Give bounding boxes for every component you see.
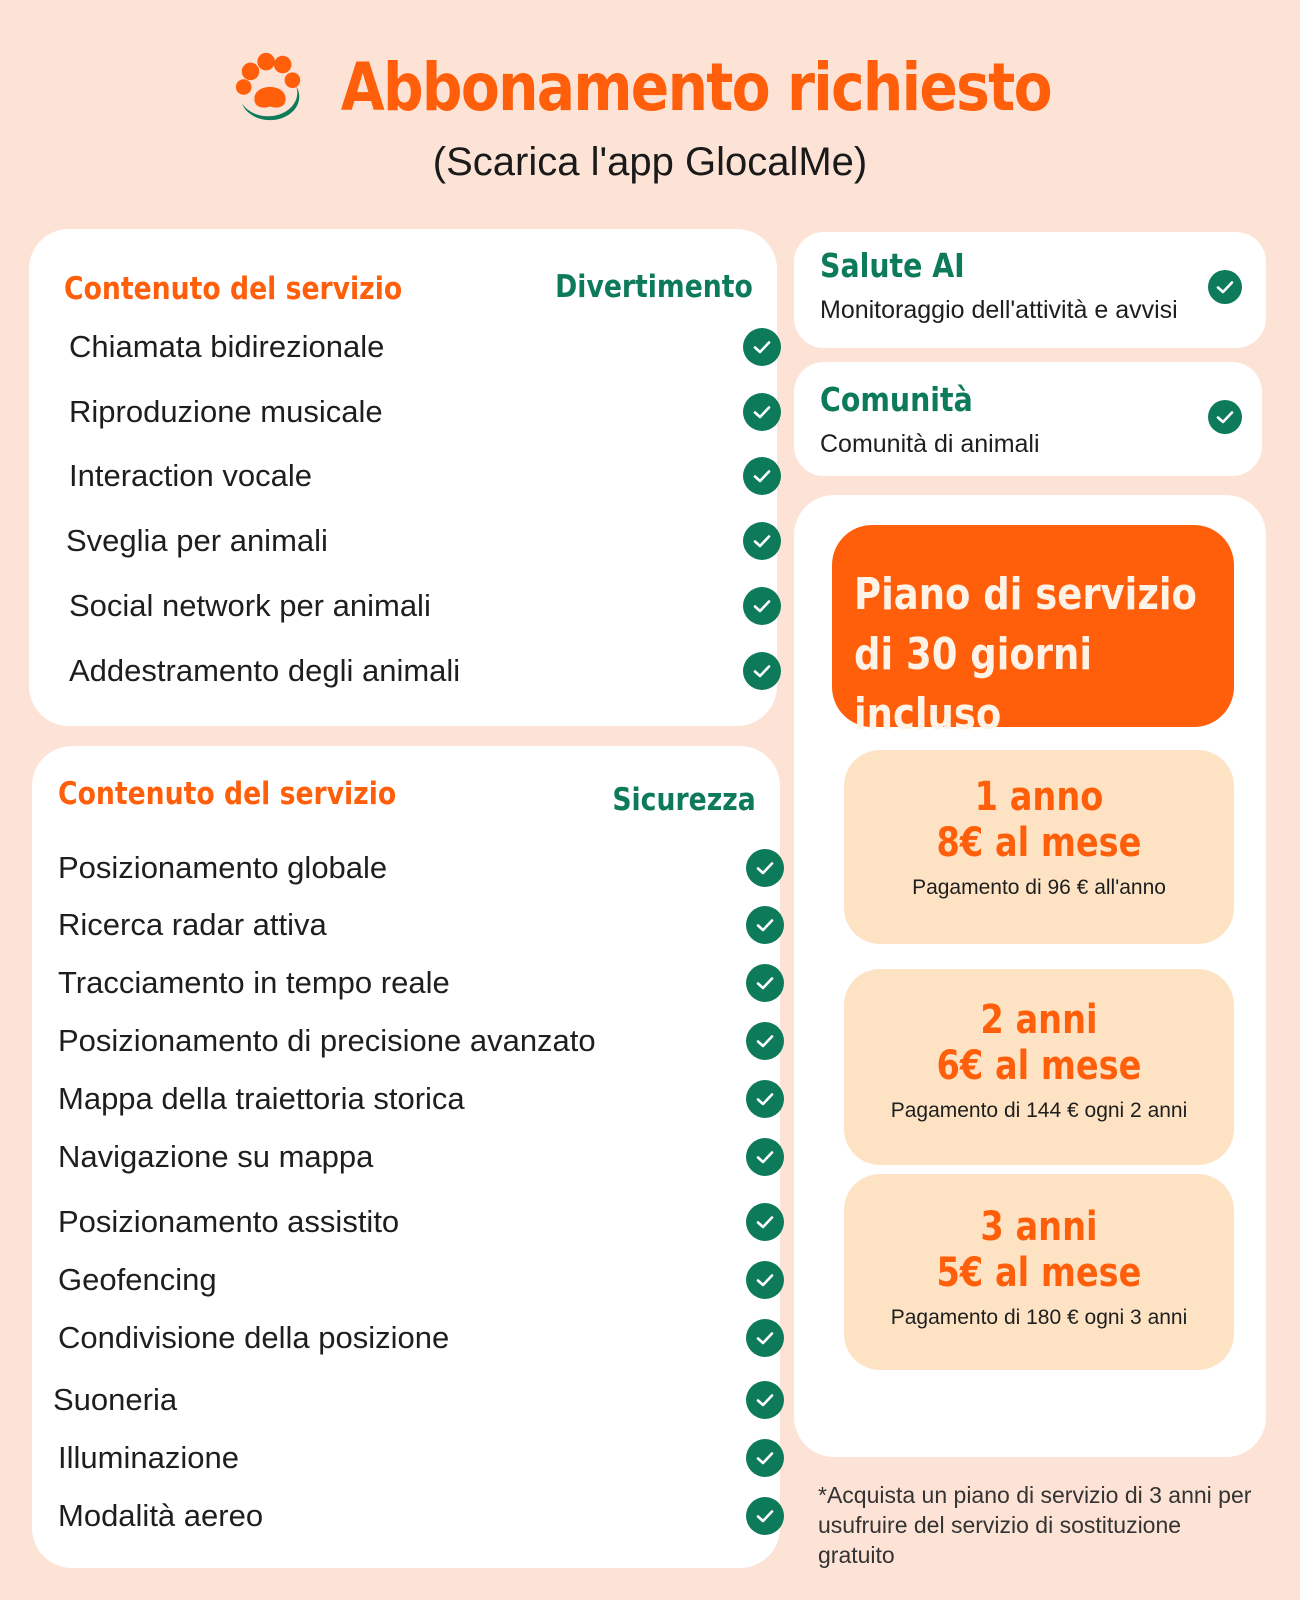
feature-item-chiamata-bidirezionale bbox=[69, 325, 759, 369]
check-icon bbox=[746, 1022, 784, 1060]
check-icon bbox=[743, 522, 781, 560]
feature-item-sveglia-per-animali bbox=[66, 519, 759, 563]
plan-option-3-years[interactable] bbox=[844, 1174, 1234, 1370]
check-icon bbox=[746, 849, 784, 887]
check-icon bbox=[746, 1203, 784, 1241]
free-trial-banner bbox=[832, 525, 1234, 740]
feature-item-posizionamento-globale bbox=[58, 846, 764, 890]
check-icon bbox=[743, 457, 781, 495]
feature-label: Social network per animali bbox=[69, 588, 431, 623]
feature-item-mappa-della-traiettoria-storica bbox=[58, 1077, 764, 1121]
paw-icon bbox=[231, 48, 309, 126]
plan-duration: 1 anno bbox=[974, 774, 1104, 820]
plan-price: 8€ al mese bbox=[936, 820, 1142, 866]
community-description: Comunità di animali bbox=[820, 430, 1040, 458]
feature-label: Chiamata bidirezionale bbox=[69, 329, 385, 364]
security-feature-list bbox=[53, 826, 764, 1566]
check-icon bbox=[746, 1319, 784, 1357]
footnote: *Acquista un piano di servizio di 3 anni per usufruire del servizio di sostituzione gratuito bbox=[818, 1482, 1252, 1568]
feature-label: Modalità aereo bbox=[58, 1498, 264, 1533]
check-icon bbox=[746, 1439, 784, 1477]
plan-payment-note: Pagamento di 96 € all'anno bbox=[912, 876, 1166, 899]
check-icon bbox=[1208, 400, 1242, 434]
check-icon bbox=[746, 1080, 784, 1118]
check-icon bbox=[746, 1138, 784, 1176]
entertainment-heading: Contenuto del servizio bbox=[64, 271, 403, 307]
feature-item-riproduzione-musicale bbox=[69, 390, 759, 434]
feature-item-illuminazione bbox=[58, 1436, 764, 1480]
check-icon bbox=[746, 906, 784, 944]
plans-card bbox=[794, 495, 1266, 1457]
free-trial-text: Piano di servizio di 30 giorni incluso bbox=[854, 569, 1197, 740]
feature-label: Posizionamento assistito bbox=[58, 1204, 400, 1239]
plan-payment-note: Pagamento di 144 € ogni 2 anni bbox=[890, 1099, 1188, 1122]
feature-label: Mappa della traiettoria storica bbox=[58, 1081, 465, 1116]
plan-price: 6€ al mese bbox=[936, 1043, 1142, 1089]
feature-label: Addestramento degli animali bbox=[69, 653, 461, 688]
feature-label: Interaction vocale bbox=[69, 458, 312, 493]
feature-label: Condivisione della posizione bbox=[58, 1320, 450, 1355]
entertainment-feature-list bbox=[66, 317, 759, 717]
check-icon bbox=[743, 587, 781, 625]
feature-label: Illuminazione bbox=[58, 1440, 239, 1475]
community-title: Comunità bbox=[820, 380, 973, 419]
entertainment-card bbox=[29, 229, 777, 726]
plan-price: 5€ al mese bbox=[936, 1250, 1142, 1296]
feature-label: Ricerca radar attiva bbox=[58, 907, 327, 942]
check-icon bbox=[743, 328, 781, 366]
community-card bbox=[794, 362, 1262, 476]
feature-item-ricerca-radar-attiva bbox=[58, 903, 764, 947]
feature-label: Riproduzione musicale bbox=[69, 394, 383, 429]
plan-option-2-years[interactable] bbox=[844, 969, 1234, 1165]
security-card bbox=[32, 746, 780, 1568]
feature-item-posizionamento-assistito bbox=[58, 1200, 764, 1244]
feature-item-interaction-vocale bbox=[69, 454, 759, 498]
feature-item-condivisione-della-posizione bbox=[58, 1316, 764, 1360]
page-title: Abbonamento richiesto bbox=[340, 48, 1052, 126]
health-description: Monitoraggio dell'attività e avvisi bbox=[820, 296, 1178, 324]
feature-label: Posizionamento di precisione avanzato bbox=[58, 1023, 596, 1058]
check-icon bbox=[743, 393, 781, 431]
plan-option-1-year[interactable] bbox=[844, 750, 1234, 944]
feature-item-geofencing bbox=[58, 1258, 764, 1302]
feature-item-navigazione-su-mappa bbox=[58, 1135, 764, 1179]
feature-label: Geofencing bbox=[58, 1262, 217, 1297]
feature-label: Navigazione su mappa bbox=[58, 1139, 374, 1174]
check-icon bbox=[746, 964, 784, 1002]
health-card bbox=[794, 232, 1266, 348]
feature-label: Sveglia per animali bbox=[66, 523, 328, 558]
page-subtitle: (Scarica l'app GlocalMe) bbox=[432, 140, 868, 184]
plan-duration: 2 anni bbox=[980, 997, 1098, 1043]
security-heading: Contenuto del servizio bbox=[58, 776, 397, 812]
check-icon bbox=[746, 1497, 784, 1535]
entertainment-category: Divertimento bbox=[555, 269, 753, 305]
feature-item-social-network-per-animali bbox=[69, 584, 759, 628]
health-title: Salute AI bbox=[820, 246, 965, 285]
feature-label: Suoneria bbox=[53, 1382, 178, 1417]
feature-label: Posizionamento globale bbox=[58, 850, 388, 885]
check-icon bbox=[743, 652, 781, 690]
feature-item-modalita-aereo bbox=[58, 1494, 764, 1538]
security-category: Sicurezza bbox=[612, 782, 756, 818]
plan-payment-note: Pagamento di 180 € ogni 3 anni bbox=[890, 1306, 1188, 1329]
feature-item-tracciamento-in-tempo-reale bbox=[58, 961, 764, 1005]
feature-item-posizionamento-di-precisione-avanzato bbox=[58, 1019, 764, 1063]
plan-duration: 3 anni bbox=[980, 1204, 1098, 1250]
check-icon bbox=[1208, 270, 1242, 304]
feature-label: Tracciamento in tempo reale bbox=[58, 965, 450, 1000]
page-header bbox=[0, 48, 1300, 185]
feature-item-suoneria bbox=[53, 1378, 764, 1422]
check-icon bbox=[746, 1381, 784, 1419]
feature-item-addestramento-degli-animali bbox=[69, 649, 759, 693]
title-row bbox=[0, 48, 1300, 126]
check-icon bbox=[746, 1261, 784, 1299]
